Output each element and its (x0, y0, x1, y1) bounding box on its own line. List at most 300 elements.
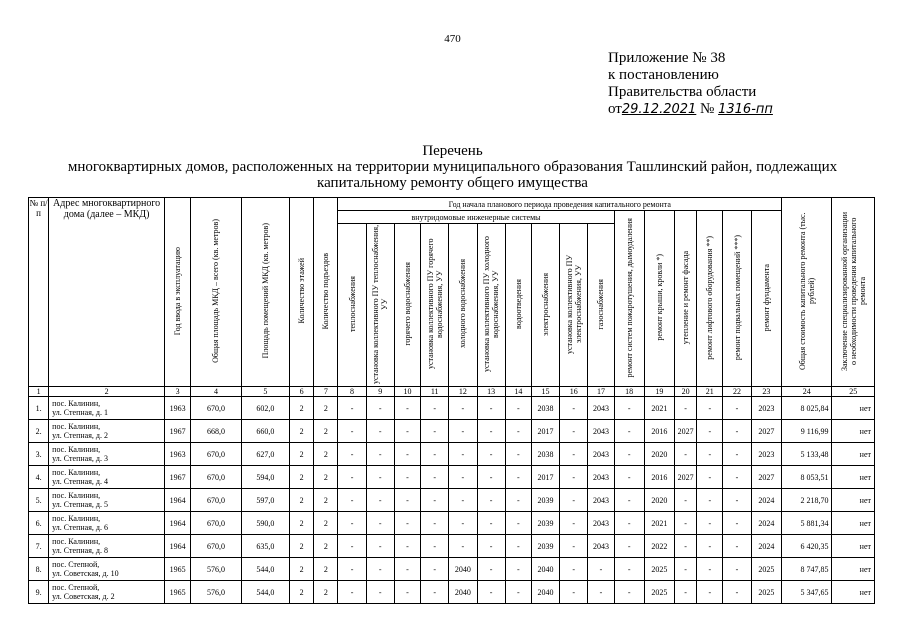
table-cell: 2 (290, 420, 314, 443)
table-cell: - (421, 397, 449, 420)
column-number: 11 (421, 387, 449, 397)
table-cell: 2 (290, 558, 314, 581)
col-header-floors: Количество этажей (290, 198, 314, 387)
table-cell: 1964 (165, 535, 191, 558)
table-cell: - (560, 443, 588, 466)
col-header-pu-cold: установка коллективного ПУ холодного водоснабжения, УУ (477, 224, 505, 387)
col-header-gas: газоснабжения (588, 224, 614, 387)
table-cell: - (697, 443, 723, 466)
table-cell: 2020 (644, 443, 674, 466)
table-cell: 2025 (751, 558, 781, 581)
table-cell: - (477, 443, 505, 466)
table-cell: - (505, 489, 531, 512)
table-cell: 1963 (165, 443, 191, 466)
table-cell: - (338, 558, 366, 581)
row-number-cell: 7. (29, 535, 49, 558)
table-cell: - (505, 581, 531, 604)
conclusion-cell: нет (832, 420, 875, 443)
table-cell: 2027 (751, 466, 781, 489)
table-cell: 2 (314, 558, 338, 581)
decree-date: 29.12.2021 (621, 102, 697, 117)
table-cell: 2017 (531, 466, 559, 489)
table-row (29, 466, 875, 489)
table-cell: - (675, 581, 697, 604)
table-cell: - (449, 420, 477, 443)
table-cell: - (477, 558, 505, 581)
conclusion-cell: нет (832, 558, 875, 581)
col-header-pu-electric: установка коллективного ПУ электроснабжения, УУ (560, 224, 588, 387)
table-cell: 2043 (588, 420, 614, 443)
table-cell: - (675, 535, 697, 558)
col-header-year-built: Год ввода в эксплуатацию (165, 198, 191, 387)
table-cell: - (394, 489, 420, 512)
title-line-1: Перечень (422, 143, 483, 159)
table-cell: 670,0 (191, 535, 241, 558)
table-cell: - (366, 512, 394, 535)
column-number: 9 (366, 387, 394, 397)
column-number: 23 (751, 387, 781, 397)
table-cell: 2017 (531, 420, 559, 443)
table-cell: - (560, 581, 588, 604)
col-header-elevator: ремонт лифтового оборудования **) (697, 211, 723, 387)
col-header-sewer: водоотведения (505, 224, 531, 387)
cost-cell: 9 116,99 (782, 420, 832, 443)
table-cell: 2039 (531, 535, 559, 558)
table-cell: 2027 (751, 420, 781, 443)
table-cell: - (697, 535, 723, 558)
column-number: 21 (697, 387, 723, 397)
row-number-cell: 3. (29, 443, 49, 466)
table-cell: - (697, 420, 723, 443)
table-cell: - (723, 397, 751, 420)
table-cell: 576,0 (191, 581, 241, 604)
table-cell: 635,0 (241, 535, 289, 558)
table-cell: 1965 (165, 581, 191, 604)
table-cell: 2 (290, 489, 314, 512)
col-header-fire: ремонт систем пожаротушения, дымоудаления (614, 211, 644, 387)
table-row (29, 581, 875, 604)
table-cell: - (394, 535, 420, 558)
table-cell: - (697, 581, 723, 604)
table-cell: 2043 (588, 397, 614, 420)
address-cell: пос. Калинин, ул. Степная, д. 5 (49, 489, 165, 512)
table-cell: - (614, 489, 644, 512)
table-cell: 670,0 (191, 512, 241, 535)
table-cell: - (477, 581, 505, 604)
table-cell: - (477, 535, 505, 558)
cost-cell: 6 420,35 (782, 535, 832, 558)
table-cell: - (560, 397, 588, 420)
table-cell: - (394, 420, 420, 443)
table-cell: 2 (290, 512, 314, 535)
number-prefix: № (700, 101, 715, 117)
table-cell: - (449, 512, 477, 535)
row-number-cell: 5. (29, 489, 49, 512)
table-cell: - (421, 420, 449, 443)
table-cell: 2 (314, 489, 338, 512)
title-line-2: многоквартирных домов, расположенных на территории муниципального образования Ташлинский район, подлежащих (67, 159, 838, 175)
table-cell: - (366, 535, 394, 558)
cost-cell: 5 881,34 (782, 512, 832, 535)
table-cell: 2 (314, 420, 338, 443)
table-row (29, 512, 875, 535)
col-header-num: № п/п (29, 198, 49, 387)
column-number: 13 (477, 387, 505, 397)
table-cell: - (366, 581, 394, 604)
table-cell: - (723, 535, 751, 558)
table-cell: - (505, 443, 531, 466)
table-cell: - (421, 443, 449, 466)
table-cell: 2 (314, 397, 338, 420)
table-cell: - (505, 558, 531, 581)
table-cell: - (421, 535, 449, 558)
column-number: 6 (290, 387, 314, 397)
row-number-cell: 6. (29, 512, 49, 535)
table-cell: - (505, 535, 531, 558)
table-cell: - (477, 466, 505, 489)
address-cell: пос. Степной, ул. Советская, д. 2 (49, 581, 165, 604)
table-cell: 670,0 (191, 489, 241, 512)
table-cell: - (338, 535, 366, 558)
column-number: 14 (505, 387, 531, 397)
table-cell: - (614, 558, 644, 581)
table-cell: 2038 (531, 397, 559, 420)
table-cell: - (477, 489, 505, 512)
column-number: 19 (644, 387, 674, 397)
table-cell: - (505, 466, 531, 489)
col-header-hot-water: горячего водоснабжения (394, 224, 420, 387)
table-cell: 602,0 (241, 397, 289, 420)
conclusion-cell: нет (832, 489, 875, 512)
table-row (29, 443, 875, 466)
table-cell: 1964 (165, 489, 191, 512)
table-cell: 544,0 (241, 558, 289, 581)
table-cell: 2025 (751, 581, 781, 604)
table-cell: 2040 (531, 581, 559, 604)
table-cell: - (560, 535, 588, 558)
table-cell: 2040 (531, 558, 559, 581)
conclusion-cell: нет (832, 581, 875, 604)
appendix-date-line (608, 101, 773, 118)
col-header-cold-water: холодного водоснабжения (449, 224, 477, 387)
column-number: 7 (314, 387, 338, 397)
table-cell: - (697, 466, 723, 489)
table-cell: 2023 (751, 397, 781, 420)
cost-cell: 5 347,65 (782, 581, 832, 604)
table-cell: - (421, 489, 449, 512)
table-cell: - (338, 512, 366, 535)
table-cell: 2040 (449, 581, 477, 604)
table-cell: 2016 (644, 466, 674, 489)
column-number: 2 (49, 387, 165, 397)
col-header-premises-area: Площадь помещений МКД (кв. метров) (241, 198, 289, 387)
table-cell: - (723, 512, 751, 535)
conclusion-cell: нет (832, 397, 875, 420)
table-cell: - (614, 420, 644, 443)
table-cell: 670,0 (191, 397, 241, 420)
column-number: 25 (832, 387, 875, 397)
col-header-electric: электроснабжения (531, 224, 559, 387)
table-cell: 544,0 (241, 581, 289, 604)
from-prefix: от (608, 101, 622, 117)
table-cell: 670,0 (191, 443, 241, 466)
row-number-cell: 9. (29, 581, 49, 604)
table-cell: - (723, 443, 751, 466)
col-header-total-area: Общая площадь МКД – всего (кв. метров) (191, 198, 241, 387)
table-cell: 2 (290, 535, 314, 558)
col-header-basement: ремонт подвальных помещений ***) (723, 211, 751, 387)
col-header-heating: теплоснабжения (338, 224, 366, 387)
col-header-conclusion: Заключение специализированной организации о необходимости проведения капитального ремонта (832, 198, 875, 387)
table-cell: - (675, 397, 697, 420)
title-line-3: капитальному ремонту общего имущества (317, 175, 588, 191)
table-cell: 2025 (644, 581, 674, 604)
col-header-pu-heat: установка коллективного ПУ теплоснабжения, УУ (366, 224, 394, 387)
cost-cell: 5 133,48 (782, 443, 832, 466)
table-cell: 2024 (751, 489, 781, 512)
table-cell: 2 (290, 397, 314, 420)
table-cell: 2039 (531, 512, 559, 535)
table-cell: 590,0 (241, 512, 289, 535)
table-cell: - (449, 466, 477, 489)
table-cell: 1967 (165, 466, 191, 489)
row-number-cell: 2. (29, 420, 49, 443)
table-cell: - (366, 443, 394, 466)
column-number: 22 (723, 387, 751, 397)
col-group-engineering-systems: внутридомовые инженерные системы (338, 211, 614, 224)
table-cell: 2023 (751, 443, 781, 466)
table-cell: - (675, 443, 697, 466)
col-group-plan-years: Год начала планового периода проведения капитального ремонта (338, 198, 782, 211)
table-cell: - (338, 466, 366, 489)
table-cell: 1965 (165, 558, 191, 581)
table-cell: 2021 (644, 512, 674, 535)
table-cell: 670,0 (191, 466, 241, 489)
table-cell: 2027 (675, 420, 697, 443)
table-cell: - (723, 420, 751, 443)
column-number: 5 (241, 387, 289, 397)
table-row (29, 397, 875, 420)
table-cell: 2 (290, 581, 314, 604)
table-cell: 2 (290, 466, 314, 489)
table-cell: 2027 (675, 466, 697, 489)
table-row (29, 420, 875, 443)
table-cell: - (560, 489, 588, 512)
table-cell: - (697, 558, 723, 581)
decree-number: 1316-пп (718, 102, 773, 117)
table-cell: - (505, 512, 531, 535)
column-number: 24 (782, 387, 832, 397)
table-cell: - (675, 512, 697, 535)
table-cell: - (366, 420, 394, 443)
table-cell: - (723, 558, 751, 581)
appendix-line-1: Приложение № 38 (608, 50, 726, 66)
column-number: 16 (560, 387, 588, 397)
table-cell: 2025 (644, 558, 674, 581)
table-cell: 2 (314, 535, 338, 558)
table-cell: - (394, 581, 420, 604)
column-number: 4 (191, 387, 241, 397)
cost-cell: 2 218,70 (782, 489, 832, 512)
column-numbers-row (29, 387, 875, 397)
table-cell: 2 (290, 443, 314, 466)
table-cell: 2024 (751, 535, 781, 558)
table-cell: - (675, 558, 697, 581)
table-cell: 2043 (588, 535, 614, 558)
table-cell: 2020 (644, 489, 674, 512)
table-cell: - (560, 512, 588, 535)
table-cell: 668,0 (191, 420, 241, 443)
col-header-facade: утепление и ремонт фасада (675, 211, 697, 387)
address-cell: пос. Калинин, ул. Степная, д. 8 (49, 535, 165, 558)
address-cell: пос. Калинин, ул. Степная, д. 2 (49, 420, 165, 443)
column-number: 17 (588, 387, 614, 397)
table-cell: 2043 (588, 466, 614, 489)
table-cell: - (394, 558, 420, 581)
table-row (29, 489, 875, 512)
table-cell: - (505, 397, 531, 420)
table-cell: - (588, 558, 614, 581)
table-cell: 1967 (165, 420, 191, 443)
table-cell: - (588, 581, 614, 604)
table-cell: 660,0 (241, 420, 289, 443)
table-cell: - (697, 489, 723, 512)
table-cell: - (338, 581, 366, 604)
column-number: 20 (675, 387, 697, 397)
table-cell: - (449, 489, 477, 512)
table-cell: - (560, 466, 588, 489)
table-cell: 594,0 (241, 466, 289, 489)
table-cell: 2039 (531, 489, 559, 512)
table-cell: 2022 (644, 535, 674, 558)
row-number-cell: 1. (29, 397, 49, 420)
conclusion-cell: нет (832, 466, 875, 489)
table-cell: - (723, 489, 751, 512)
cost-cell: 8 747,85 (782, 558, 832, 581)
column-number: 12 (449, 387, 477, 397)
table-cell: - (421, 512, 449, 535)
table-cell: - (366, 558, 394, 581)
address-cell: пос. Калинин, ул. Степная, д. 1 (49, 397, 165, 420)
table-cell: 2040 (449, 558, 477, 581)
table-body (29, 397, 875, 604)
table-cell: - (614, 581, 644, 604)
row-number-cell: 8. (29, 558, 49, 581)
table-cell: - (697, 512, 723, 535)
cost-cell: 8 053,51 (782, 466, 832, 489)
table-cell: - (675, 489, 697, 512)
table-cell: - (366, 397, 394, 420)
table-cell: - (394, 512, 420, 535)
table-cell: - (614, 397, 644, 420)
table-cell: 2043 (588, 489, 614, 512)
table-cell: 627,0 (241, 443, 289, 466)
table-cell: 2021 (644, 397, 674, 420)
address-cell: пос. Степной, ул. Советская, д. 10 (49, 558, 165, 581)
table-cell: 576,0 (191, 558, 241, 581)
table-cell: - (614, 512, 644, 535)
table-cell: - (421, 581, 449, 604)
table-cell: 2 (314, 443, 338, 466)
cost-cell: 8 025,84 (782, 397, 832, 420)
appendix-line-3: Правительства области (608, 84, 757, 100)
col-header-total-cost: Общая стоимость капитального ремонта (тыс. рублей) (782, 198, 832, 387)
column-number: 8 (338, 387, 366, 397)
table-cell: - (338, 420, 366, 443)
column-number: 1 (29, 387, 49, 397)
appendix-line-2: к постановлению (608, 67, 719, 83)
col-header-foundation: ремонт фундамента (751, 211, 781, 387)
conclusion-cell: нет (832, 535, 875, 558)
table-row (29, 558, 875, 581)
table-cell: - (394, 443, 420, 466)
col-header-pu-hot: установка коллективного ПУ горячего водоснабжения, УУ (421, 224, 449, 387)
table-cell: - (449, 535, 477, 558)
table-cell: - (505, 420, 531, 443)
appendix-block (608, 50, 773, 118)
document-title (0, 143, 905, 191)
conclusion-cell: нет (832, 443, 875, 466)
table-cell: - (560, 420, 588, 443)
table-cell: 2024 (751, 512, 781, 535)
table-cell: 2016 (644, 420, 674, 443)
table-cell: - (723, 581, 751, 604)
table-cell: 1963 (165, 397, 191, 420)
table-row (29, 535, 875, 558)
table-cell: - (560, 558, 588, 581)
address-cell: пос. Калинин, ул. Степная, д. 6 (49, 512, 165, 535)
table-cell: - (338, 397, 366, 420)
table-cell: 2043 (588, 443, 614, 466)
table-cell: - (338, 489, 366, 512)
table-cell: 2043 (588, 512, 614, 535)
table-cell: - (421, 558, 449, 581)
col-header-entrances: Количество подъездов (314, 198, 338, 387)
column-number: 18 (614, 387, 644, 397)
col-header-address: Адрес многоквартирного дома (далее – МКД) (49, 198, 165, 387)
table-cell: 2 (314, 466, 338, 489)
table-cell: 2038 (531, 443, 559, 466)
row-number-cell: 4. (29, 466, 49, 489)
col-header-roof: ремонт крыши, кровли *) (644, 211, 674, 387)
table-cell: - (614, 535, 644, 558)
column-number: 10 (394, 387, 420, 397)
table-cell: - (697, 397, 723, 420)
table-cell: - (614, 443, 644, 466)
column-number: 3 (165, 387, 191, 397)
page-number: 470 (444, 33, 461, 45)
table-cell: - (723, 466, 751, 489)
table-cell: - (338, 443, 366, 466)
address-cell: пос. Калинин, ул. Степная, д. 4 (49, 466, 165, 489)
table-cell: - (477, 397, 505, 420)
table-cell: - (449, 443, 477, 466)
table-cell: 2 (314, 512, 338, 535)
table-cell: 2 (314, 581, 338, 604)
table-cell: - (366, 489, 394, 512)
table-cell: - (449, 397, 477, 420)
table-cell: - (477, 420, 505, 443)
table-cell: - (614, 466, 644, 489)
houses-table (28, 197, 875, 604)
table-cell: - (366, 466, 394, 489)
table-cell: - (477, 512, 505, 535)
table-cell: - (394, 397, 420, 420)
address-cell: пос. Калинин, ул. Степная, д. 3 (49, 443, 165, 466)
table-cell: 597,0 (241, 489, 289, 512)
conclusion-cell: нет (832, 512, 875, 535)
table-cell: 1964 (165, 512, 191, 535)
